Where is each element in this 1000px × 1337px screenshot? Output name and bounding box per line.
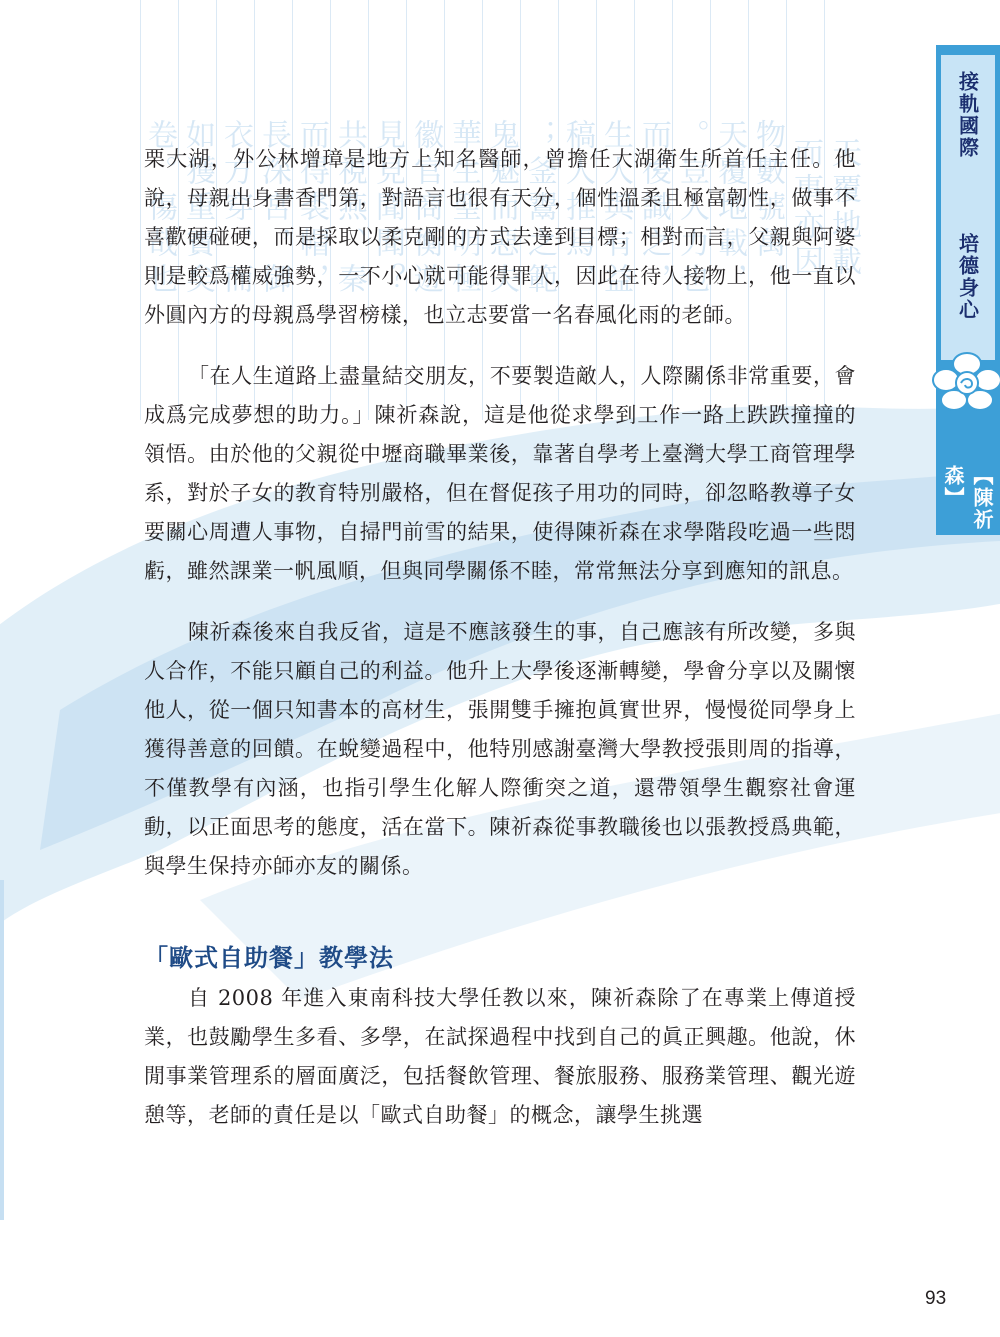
flower-icon xyxy=(930,350,1000,414)
left-edge-bar xyxy=(0,880,4,1220)
paragraph-3: 陳祈森後來自我反省，這是不應該發生的事，自己應該有所改變，多與人合作，不能只顧自己的利益。他升上大學後逐漸轉變，學會分享以及關懷他人，從一個只知書本的高材生，張開雙手擁抱眞實世界，慢慢從同學身上獲得善意的回饋。在蛻變過程中，他特別感謝臺灣大學教授張則周的指導，不僅教學有內涵，也指引學生化解人際衝突之道，還帶領學生觀察社會運動，以正面思考的態度，活在當下。陳祈森從事教職後也以張教授爲典範，與學生保持亦師亦友的關係。 xyxy=(144,620,856,878)
chapter-side-tab xyxy=(936,45,1000,535)
page-number: 93 xyxy=(925,1288,947,1309)
person-name-label: 【陳祈森】 xyxy=(941,465,994,531)
paragraph-4: 自 2008 年進入東南科技大學任教以來，陳祈森除了在專業上傳道授業，也鼓勵學生多看、多學，在試探過程中找到自己的眞正興趣。他說，休閒事業管理系的層面廣泛，包括餐飲管理、餐旅服務、服務業管理、觀光遊憩等，老師的責任是以「歐式自助餐」的概念，讓學生挑選 xyxy=(144,986,856,1127)
paragraph-1: 栗大湖，外公林增璋是地方上知名醫師，曾擔任大湖衛生所首任主任。他說，母親出身書香門第，對語言也很有天分，個性溫柔且極富韌性，做事不喜歡硬碰硬，而是採取以柔克剛的方式去達到目標；相對而言，父親與阿婆則是較爲權威強勢，一不小心就可能得罪人，因此在待人接物上，他一直以外圓內方的母親爲學習榜樣，也立志要當一名春風化雨的老師。 xyxy=(144,147,856,327)
section-heading: 「歐式自助餐」教學法 xyxy=(144,944,394,972)
category-title: 培德身心 xyxy=(955,233,980,321)
side-tab-label-box xyxy=(941,55,995,360)
series-title: 接軌國際 xyxy=(955,71,980,159)
article-body xyxy=(144,140,856,1135)
paragraph-2: 「在人生道路上盡量結交朋友，不要製造敵人，人際關係非常重要，會成爲完成夢想的助力。」陳祈森說，這是他從求學到工作一路上跌跌撞撞的領悟。由於他的父親從中壢商職畢業後，靠著自學考上臺灣大學工商管理學系，對於子女的教育特別嚴格，但在督促孩子用功的同時，卻忽略教導子女要關心周遭人事物，自掃門前雪的結果，使得陳祈森在求學階段吃過一些悶虧，雖然課業一帆風順，但與同學關係不睦，常常無法分享到應知的訊息。 xyxy=(144,364,856,583)
background-calligraphy: 卷。傷哉也 如獲重寶矣 衣方穿，而 長深宮，御 而得裘帽， 共視燕、秦 見見聞聞？ 徽官商衡遊 華生聖明極 鬼魅而惡夫 ；釜鬻之範 稿人推焉， 生人與有益 而後識之， 。豈人力也 天覆地載， 物數號萬， 而事亦因 天覆地載 xyxy=(140,0,885,420)
